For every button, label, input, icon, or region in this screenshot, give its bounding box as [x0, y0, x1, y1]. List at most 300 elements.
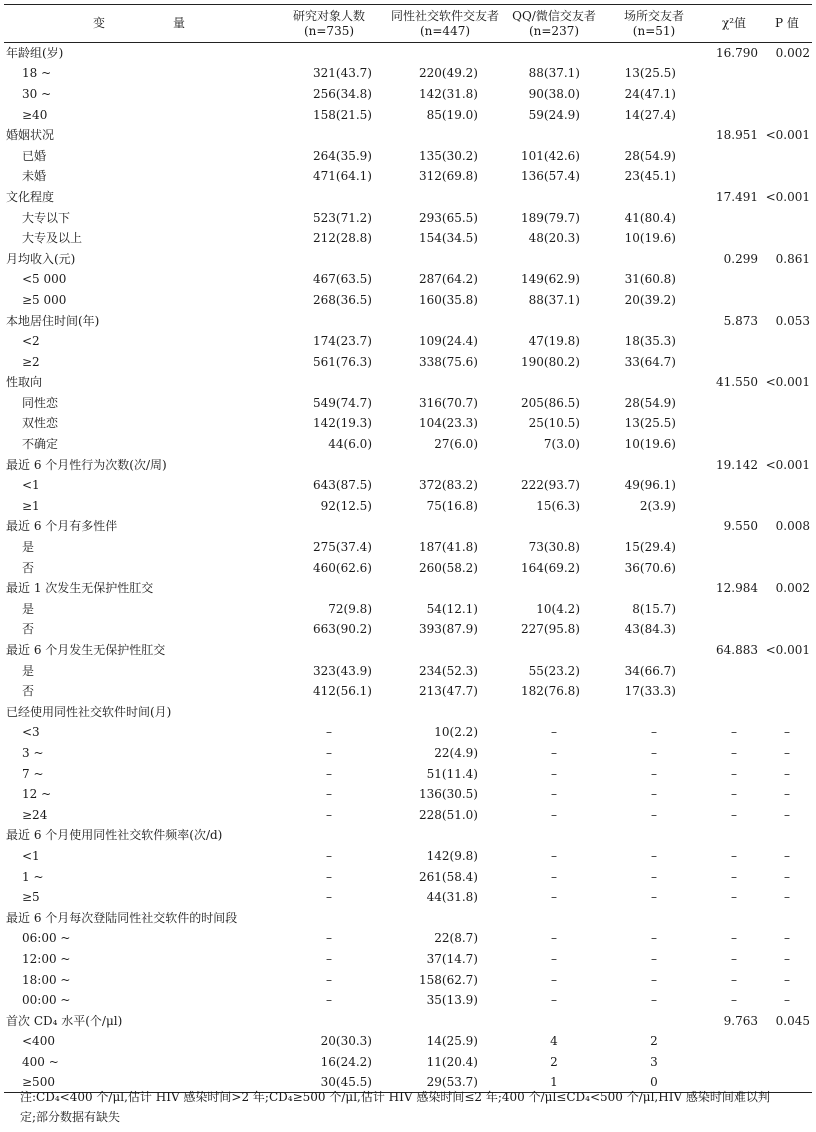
cell-dash: –: [326, 807, 332, 822]
table-row: [4, 887, 812, 908]
cell-empty: [274, 125, 384, 146]
cell-col2: 372(83.2): [419, 478, 478, 493]
cell-dash: –: [731, 745, 737, 760]
p-value: <0.001: [765, 643, 810, 658]
table-group-row: [4, 248, 812, 269]
table-group-row: [4, 702, 812, 723]
cell-empty: [384, 1010, 506, 1031]
cell-col1: 264(35.9): [313, 148, 372, 163]
cell-empty: [706, 207, 762, 228]
cell-col2: 142(31.8): [419, 86, 478, 101]
row-label: 不确定: [22, 437, 59, 452]
cell-empty: [274, 516, 384, 537]
table-group-row: [4, 640, 812, 661]
cell-col4: 31(60.8): [624, 272, 676, 287]
cell-empty: [506, 578, 602, 599]
cell-col4: 49(96.1): [624, 478, 676, 493]
cell-empty: [706, 681, 762, 702]
table-row: [4, 166, 812, 187]
cell-empty: [762, 907, 812, 928]
cell-dash: –: [551, 869, 557, 884]
cell-col4: 24(47.1): [624, 86, 676, 101]
cell-empty: [762, 496, 812, 517]
cell-empty: [706, 331, 762, 352]
cell-empty: [706, 351, 762, 372]
cell-col3: 48(20.3): [528, 231, 580, 246]
table-row: [4, 990, 812, 1011]
table-group-row: [4, 43, 812, 64]
cell-col2: 154(34.5): [419, 231, 478, 246]
cell-empty: [274, 825, 384, 846]
cell-col3: 7(3.0): [543, 437, 580, 452]
p-value: 0.861: [775, 251, 810, 266]
cell-empty: [762, 434, 812, 455]
cell-dash: –: [651, 848, 657, 863]
cell-col2: 287(64.2): [419, 272, 478, 287]
cell-col2: 293(65.5): [419, 210, 478, 225]
cell-dash: –: [784, 972, 790, 987]
cell-empty: [506, 310, 602, 331]
cell-empty: [274, 907, 384, 928]
cell-dash: –: [326, 972, 332, 987]
cell-empty: [384, 702, 506, 723]
row-label: ≥500: [4, 1072, 274, 1093]
cell-dash: –: [731, 787, 737, 802]
cell-empty: [706, 269, 762, 290]
table-row: [4, 599, 812, 620]
cell-col2: 85(19.0): [426, 107, 478, 122]
cell-col1: 467(63.5): [313, 272, 372, 287]
cell-col1: 20(30.3): [320, 1034, 372, 1049]
cell-col4: 8(15.7): [632, 601, 676, 616]
cell-empty: [602, 372, 706, 393]
cell-dash: –: [731, 931, 737, 946]
cell-empty: [274, 310, 384, 331]
cell-dash: –: [784, 725, 790, 740]
table-row: [4, 537, 812, 558]
cell-col2: 75(16.8): [426, 498, 478, 513]
cell-col4: 20(39.2): [624, 292, 676, 307]
table-body: [4, 43, 812, 1093]
table-row: [4, 949, 812, 970]
cell-empty: [762, 351, 812, 372]
footnote-line1: 注:CD₄<400 个/μl,估计 HIV 感染时间>2 年;CD₄≥500 个/μl,估计 HIV 感染时间≤2 年;400 个/μl≤CD₄<500 个/μl,HIV 感染时间难以判: [20, 1090, 770, 1104]
cell-empty: [602, 248, 706, 269]
row-label: <1: [22, 848, 40, 863]
row-label: 30 ~: [22, 86, 52, 101]
cell-col2: 142(9.8): [426, 848, 478, 863]
cell-empty: [706, 393, 762, 414]
cell-empty: [762, 825, 812, 846]
table-row: [4, 846, 812, 867]
header-col4: [602, 5, 706, 43]
cell-dash: –: [326, 766, 332, 781]
cell-empty: [706, 1031, 762, 1052]
cell-empty: [274, 640, 384, 661]
cell-dash: –: [551, 787, 557, 802]
table-row: [4, 228, 812, 249]
cell-empty: [706, 619, 762, 640]
p-value: <0.001: [765, 457, 810, 472]
cell-empty: [706, 290, 762, 311]
table-row: [4, 1052, 812, 1073]
cell-dash: –: [651, 787, 657, 802]
cell-empty: [384, 578, 506, 599]
row-label: 双性恋: [22, 416, 59, 431]
cell-empty: [274, 454, 384, 475]
cell-empty: [384, 516, 506, 537]
table-group-row: [4, 825, 812, 846]
cell-col3: 149(62.9): [521, 272, 580, 287]
cell-empty: [602, 702, 706, 723]
cell-col4: 17(33.3): [624, 684, 676, 699]
cell-empty: [706, 557, 762, 578]
cell-dash: –: [326, 931, 332, 946]
chi-value: 19.142: [716, 457, 758, 472]
cell-col1: 412(56.1): [313, 684, 372, 699]
table-row: [4, 434, 812, 455]
cell-empty: [762, 166, 812, 187]
chi-value: 17.491: [716, 189, 758, 204]
row-label: 未婚: [22, 169, 47, 184]
row-label: 文化程度: [6, 189, 55, 204]
cell-dash: –: [326, 787, 332, 802]
cell-empty: [762, 290, 812, 311]
table-row: [4, 63, 812, 84]
cell-empty: [762, 702, 812, 723]
table-header-row: [4, 5, 812, 43]
cell-empty: [762, 331, 812, 352]
p-value: 0.045: [775, 1013, 810, 1028]
row-label: 最近 6 个月性行为次数(次/周): [6, 457, 167, 472]
cell-col2: 29(53.7): [384, 1072, 506, 1093]
cell-col2: 312(69.8): [419, 169, 478, 184]
cell-dash: –: [326, 745, 332, 760]
cell-col2: 104(23.3): [419, 416, 478, 431]
cell-empty: [602, 454, 706, 475]
chi-value: 0.299: [723, 251, 758, 266]
row-label: 3 ~: [22, 745, 44, 760]
cell-empty: [506, 640, 602, 661]
cell-dash: –: [784, 993, 790, 1008]
footnote-line2: 定;部分数据有缺失: [20, 1110, 121, 1124]
cell-col4: 28(54.9): [624, 395, 676, 410]
cell-empty: [506, 187, 602, 208]
cell-col1: 471(64.1): [313, 169, 372, 184]
row-label: 18 ~: [22, 66, 52, 81]
cell-col3: 47(19.8): [528, 334, 580, 349]
cell-col1: 72(9.8): [328, 601, 372, 616]
cell-dash: –: [651, 869, 657, 884]
cell-dash: –: [551, 807, 557, 822]
table-row: [4, 763, 812, 784]
cell-col4: 36(70.6): [624, 560, 676, 575]
cell-dash: –: [326, 869, 332, 884]
cell-dash: –: [551, 972, 557, 987]
cell-col1: 321(43.7): [313, 66, 372, 81]
cell-empty: [762, 660, 812, 681]
cell-empty: [602, 1010, 706, 1031]
table-group-row: [4, 578, 812, 599]
row-label: 年龄组(岁): [6, 46, 64, 61]
cell-col3: 25(10.5): [528, 416, 580, 431]
cell-col4: 2: [650, 1034, 658, 1049]
cell-col3: 136(57.4): [521, 169, 580, 184]
p-value: 0.053: [775, 313, 810, 328]
cell-col2: 213(47.7): [419, 684, 478, 699]
cell-empty: [706, 413, 762, 434]
header-col3-n: (n=237): [528, 23, 580, 38]
cell-empty: [384, 248, 506, 269]
cell-dash: –: [784, 869, 790, 884]
p-value: 0.002: [775, 581, 810, 596]
cell-col4: 2(3.9): [639, 498, 676, 513]
cell-col1: 268(36.5): [313, 292, 372, 307]
cell-empty: [384, 310, 506, 331]
table-row: [4, 290, 812, 311]
cell-col1: 643(87.5): [313, 478, 372, 493]
header-col1-n: (n=735): [303, 23, 355, 38]
row-label: 性取向: [6, 375, 43, 390]
cell-col2: 22(8.7): [434, 931, 478, 946]
cell-dash: –: [651, 725, 657, 740]
chi-value: 41.550: [716, 375, 758, 390]
cell-col4: 0: [602, 1072, 706, 1093]
cell-empty: [762, 619, 812, 640]
cell-col3: 73(30.8): [528, 540, 580, 555]
row-label: 12:00 ~: [22, 951, 71, 966]
table-row: [4, 660, 812, 681]
cell-empty: [706, 660, 762, 681]
cell-dash: –: [784, 848, 790, 863]
row-label: 月均收入(元): [6, 251, 76, 266]
cell-empty: [384, 372, 506, 393]
table-row: [4, 104, 812, 125]
cell-empty: [762, 84, 812, 105]
cell-col2: 316(70.7): [419, 395, 478, 410]
cell-col3: 55(23.2): [528, 663, 580, 678]
table-group-row: [4, 125, 812, 146]
cell-col1: 523(71.2): [313, 210, 372, 225]
table-row: [4, 496, 812, 517]
row-label: <3: [22, 725, 40, 740]
cell-dash: –: [784, 745, 790, 760]
header-col3: [506, 5, 602, 43]
cell-empty: [706, 63, 762, 84]
cell-col1: 174(23.7): [313, 334, 372, 349]
table-row: [4, 619, 812, 640]
cell-empty: [706, 434, 762, 455]
row-label: 是: [22, 540, 35, 555]
cell-col3: 15(6.3): [536, 498, 580, 513]
cell-dash: –: [784, 951, 790, 966]
cell-empty: [706, 228, 762, 249]
cell-col2: 158(62.7): [419, 972, 478, 987]
cell-empty: [274, 578, 384, 599]
row-label: ≥1: [22, 498, 40, 513]
header-col3-label: QQ/微信交友者: [512, 8, 596, 23]
row-label: 18:00 ~: [22, 972, 71, 987]
table-group-row: [4, 372, 812, 393]
cell-col2: 187(41.8): [419, 540, 478, 555]
chi-value: 5.873: [723, 313, 758, 328]
row-label: 12 ~: [22, 787, 52, 802]
cell-col3: 10(4.2): [536, 601, 580, 616]
cell-empty: [274, 187, 384, 208]
cell-col1: 142(19.3): [313, 416, 372, 431]
cell-col4: 23(45.1): [624, 169, 676, 184]
cell-col2: 27(6.0): [434, 437, 478, 452]
table-group-row: [4, 310, 812, 331]
cell-col2: 220(49.2): [419, 66, 478, 81]
cell-empty: [274, 248, 384, 269]
header-p: P 值: [762, 5, 812, 43]
header-col4-n: (n=51): [632, 23, 676, 38]
cell-dash: –: [551, 745, 557, 760]
cell-col1: 323(43.9): [313, 663, 372, 678]
cell-empty: [706, 496, 762, 517]
row-label: 已婚: [22, 148, 47, 163]
cell-col2: 44(31.8): [426, 890, 478, 905]
cell-empty: [706, 702, 762, 723]
chi-value: 9.763: [723, 1013, 758, 1028]
cell-empty: [602, 907, 706, 928]
cell-empty: [762, 145, 812, 166]
cell-dash: –: [651, 972, 657, 987]
table-row: [4, 804, 812, 825]
cell-empty: [602, 516, 706, 537]
cell-dash: –: [784, 807, 790, 822]
cell-col4: 3: [650, 1054, 658, 1069]
cell-col2: 22(4.9): [434, 745, 478, 760]
table-group-row: [4, 907, 812, 928]
cell-empty: [384, 640, 506, 661]
cell-dash: –: [551, 725, 557, 740]
cell-col3: 101(42.6): [521, 148, 580, 163]
cell-empty: [506, 248, 602, 269]
cell-dash: –: [651, 766, 657, 781]
cell-col3: 88(37.1): [528, 292, 580, 307]
cell-dash: –: [326, 725, 332, 740]
table-group-row: [4, 454, 812, 475]
row-label: 否: [22, 560, 35, 575]
table-row: [4, 1031, 812, 1052]
cell-empty: [762, 1031, 812, 1052]
cell-col3: 2: [550, 1054, 558, 1069]
cell-empty: [706, 104, 762, 125]
cell-empty: [762, 393, 812, 414]
cell-col4: 28(54.9): [624, 148, 676, 163]
cell-col2: 136(30.5): [419, 787, 478, 802]
cell-empty: [506, 702, 602, 723]
cell-dash: –: [326, 993, 332, 1008]
row-label: 最近 6 个月发生无保护性肛交: [6, 643, 166, 658]
p-value: 0.002: [775, 46, 810, 61]
cell-col3: 4: [550, 1034, 558, 1049]
cell-empty: [762, 269, 812, 290]
cell-empty: [274, 43, 384, 64]
table-row: [4, 557, 812, 578]
cell-empty: [706, 145, 762, 166]
cell-col1: 158(21.5): [313, 107, 372, 122]
cell-col4: 33(64.7): [624, 354, 676, 369]
cell-dash: –: [551, 890, 557, 905]
chi-value: 12.984: [716, 581, 758, 596]
cell-empty: [506, 372, 602, 393]
table-row: [4, 784, 812, 805]
row-label: <400: [22, 1034, 55, 1049]
cell-empty: [762, 104, 812, 125]
cell-empty: [506, 907, 602, 928]
row-label: 最近 6 个月每次登陆同性社交软件的时间段: [6, 910, 238, 925]
cell-col1: 212(28.8): [313, 231, 372, 246]
chi-value: 16.790: [716, 46, 758, 61]
p-value: 0.008: [775, 519, 810, 534]
p-value: <0.001: [765, 189, 810, 204]
cell-empty: [706, 84, 762, 105]
table-group-row: [4, 1010, 812, 1031]
header-col2-n: (n=447): [419, 23, 471, 38]
table-row: [4, 475, 812, 496]
cell-col2: 10(2.2): [434, 725, 478, 740]
cell-empty: [602, 310, 706, 331]
row-label: 00:00 ~: [22, 993, 71, 1008]
cell-empty: [762, 557, 812, 578]
cell-empty: [506, 454, 602, 475]
cell-dash: –: [326, 951, 332, 966]
cell-dash: –: [651, 951, 657, 966]
cell-col4: 14(27.4): [624, 107, 676, 122]
cell-dash: –: [731, 951, 737, 966]
cell-dash: –: [651, 745, 657, 760]
header-col4-label: 场所交友者: [623, 8, 684, 23]
cell-col3: 190(80.2): [521, 354, 580, 369]
cell-col3: 222(93.7): [521, 478, 580, 493]
cell-empty: [602, 640, 706, 661]
cell-empty: [762, 475, 812, 496]
cell-dash: –: [784, 766, 790, 781]
row-label: 最近 6 个月有多性伴: [6, 519, 118, 534]
cell-dash: –: [731, 890, 737, 905]
cell-dash: –: [731, 972, 737, 987]
cell-empty: [706, 537, 762, 558]
cell-dash: –: [731, 766, 737, 781]
row-label: 婚姻状况: [6, 128, 55, 143]
cell-col2: 11(20.4): [426, 1054, 478, 1069]
cell-empty: [706, 825, 762, 846]
cell-col2: 160(35.8): [419, 292, 478, 307]
header-col2-label: 同性社交软件交友者: [390, 8, 499, 23]
table-footnote: [20, 1087, 812, 1127]
row-label: <2: [22, 334, 40, 349]
cell-col1: 256(34.8): [313, 86, 372, 101]
table-row: [4, 413, 812, 434]
cell-empty: [274, 372, 384, 393]
cell-col2: 37(14.7): [426, 951, 478, 966]
row-label: 最近 1 次发生无保护性肛交: [6, 581, 154, 596]
row-label: 最近 6 个月使用同性社交软件频率(次/d): [6, 828, 223, 843]
row-label: 同性恋: [22, 395, 59, 410]
cell-empty: [506, 516, 602, 537]
cell-empty: [762, 228, 812, 249]
row-label: 大专及以上: [22, 231, 83, 246]
cell-empty: [602, 125, 706, 146]
table-row: [4, 393, 812, 414]
cell-dash: –: [651, 931, 657, 946]
cell-col3: 189(79.7): [521, 210, 580, 225]
cell-dash: –: [731, 993, 737, 1008]
table-row: [4, 969, 812, 990]
